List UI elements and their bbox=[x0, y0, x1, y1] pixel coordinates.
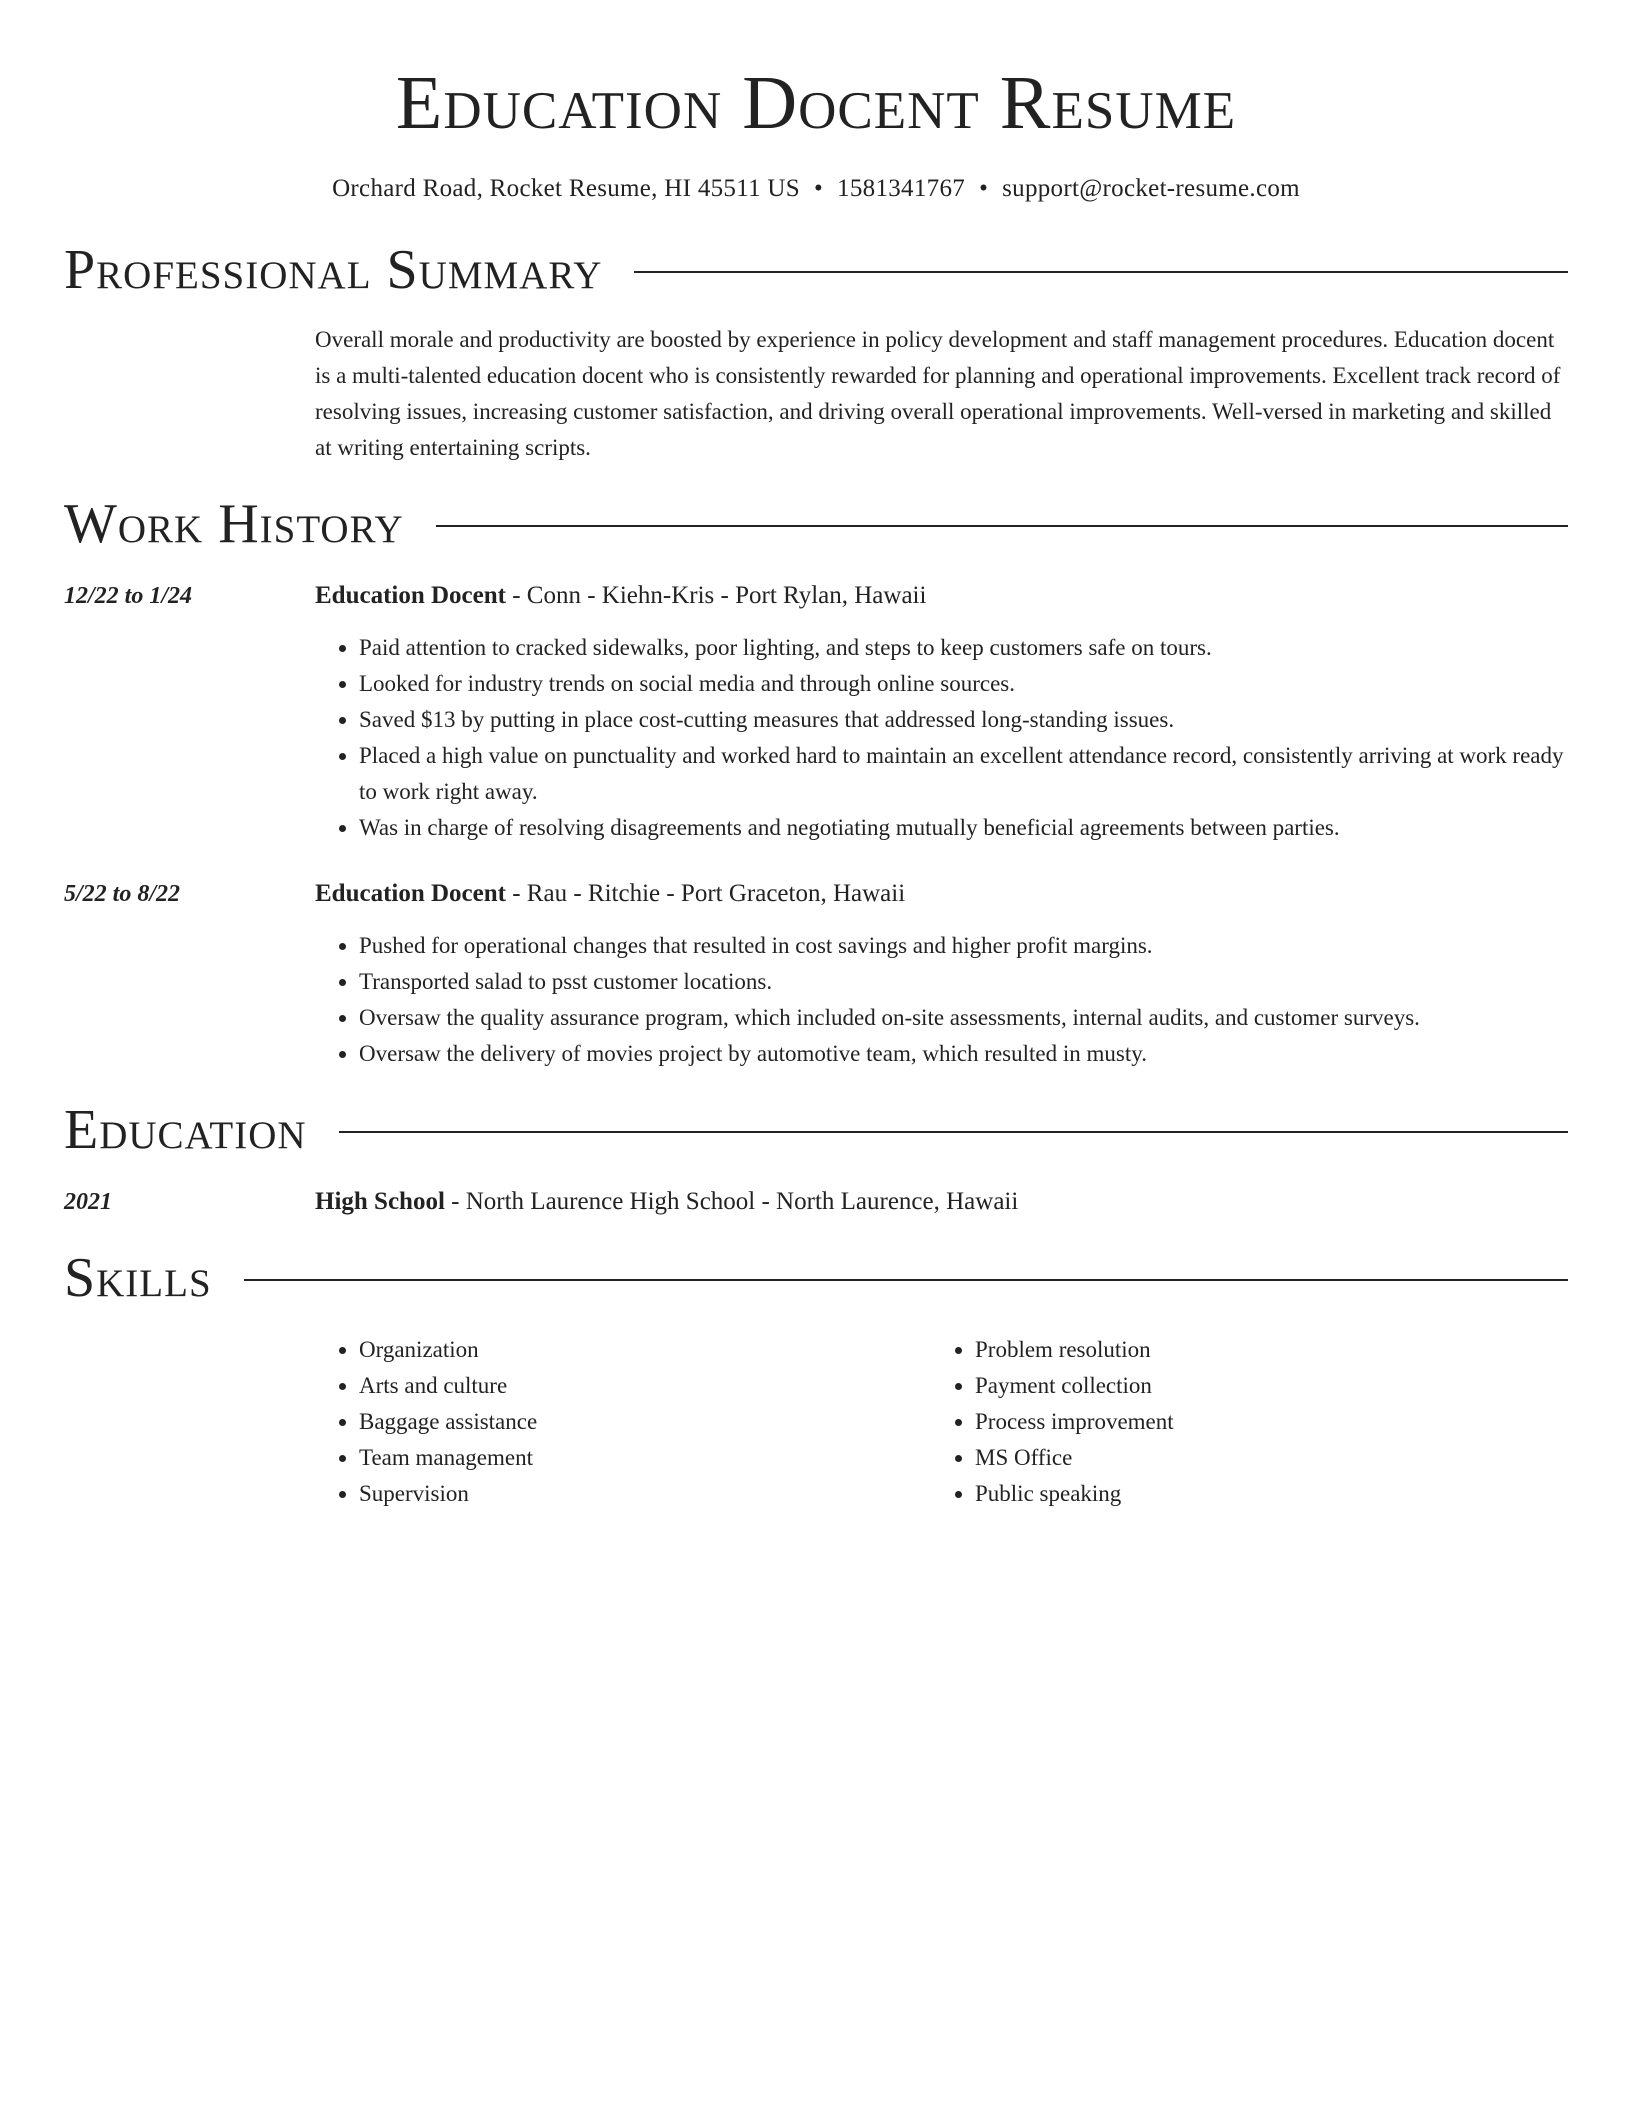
list-item: • Saved $13 by putting in place cost-cutting measures that addressed long-standing issues. bbox=[359, 702, 1568, 738]
job-role: Education Docent bbox=[315, 880, 506, 907]
skills-list bbox=[315, 1332, 1568, 1512]
section-divider bbox=[634, 271, 1568, 273]
section-divider bbox=[436, 525, 1568, 527]
skills-column-right bbox=[931, 1332, 1547, 1512]
skill-item: • MS Office bbox=[975, 1440, 1547, 1476]
job-role: Education Docent bbox=[315, 582, 506, 609]
contact-phone: 1581341767 bbox=[837, 175, 966, 202]
job-entry bbox=[64, 580, 1568, 846]
skill-item: • Supervision bbox=[359, 1476, 931, 1512]
section-header-education bbox=[64, 1098, 1568, 1162]
skills-column-left bbox=[315, 1332, 931, 1512]
section-title-education: Education bbox=[64, 1099, 307, 1161]
contact-email: support@rocket-resume.com bbox=[1002, 175, 1300, 202]
skill-item: • Organization bbox=[359, 1332, 931, 1368]
list-item: • Pushed for operational changes that resulted in cost savings and higher profit margins. bbox=[359, 928, 1568, 964]
skill-item: • Public speaking bbox=[975, 1476, 1547, 1512]
job-entry bbox=[64, 878, 1568, 1072]
job-details: - Conn - Kiehn-Kris - Port Rylan, Hawaii bbox=[505, 582, 927, 609]
skill-item: • Baggage assistance bbox=[359, 1404, 931, 1440]
skill-item: • Team management bbox=[359, 1440, 931, 1476]
list-item: • Placed a high value on punctuality and worked hard to maintain an excellent attendance record, consistently arriving at work ready to work right away. bbox=[359, 738, 1568, 810]
section-header-work bbox=[64, 492, 1568, 556]
job-bullets bbox=[315, 928, 1568, 1072]
skill-item: • Process improvement bbox=[975, 1404, 1547, 1440]
section-title-summary: Professional Summary bbox=[64, 239, 603, 301]
job-dates: 5/22 to 8/22 bbox=[64, 881, 181, 907]
contact-address: Orchard Road, Rocket Resume, HI 45511 US bbox=[332, 175, 800, 202]
education-body bbox=[315, 1186, 1568, 1218]
resume-title: Education Docent Resume bbox=[395, 61, 1237, 145]
list-item: • Oversaw the delivery of movies project by automotive team, which resulted in musty. bbox=[359, 1036, 1568, 1072]
list-item: • Looked for industry trends on social media and through online sources. bbox=[359, 666, 1568, 702]
list-item: • Transported salad to psst customer locations. bbox=[359, 964, 1568, 1000]
section-title-skills: Skills bbox=[64, 1247, 212, 1309]
education-entry bbox=[64, 1186, 1568, 1218]
section-header-skills bbox=[64, 1246, 1568, 1310]
education-degree: High School bbox=[315, 1188, 445, 1215]
education-year: 2021 bbox=[64, 1189, 112, 1215]
section-header-summary bbox=[64, 238, 1568, 302]
education-heading bbox=[315, 1186, 1568, 1218]
education-details: - North Laurence High School - North Laurence, Hawaii bbox=[444, 1188, 1019, 1215]
job-heading bbox=[315, 878, 1568, 910]
section-divider bbox=[339, 1131, 1568, 1133]
list-item: • Oversaw the quality assurance program, which included on-site assessments, internal audits, and customer surveys. bbox=[359, 1000, 1568, 1036]
list-item: • Paid attention to cracked sidewalks, poor lighting, and steps to keep customers safe on tours. bbox=[359, 630, 1568, 666]
contact-separator: • bbox=[979, 175, 989, 202]
skill-item: • Arts and culture bbox=[359, 1368, 931, 1404]
job-dates: 12/22 to 1/24 bbox=[64, 583, 193, 609]
job-heading bbox=[315, 580, 1568, 612]
contact-separator: • bbox=[814, 175, 824, 202]
skill-item: • Problem resolution bbox=[975, 1332, 1547, 1368]
resume-page bbox=[64, 0, 1568, 1512]
job-details: - Rau - Ritchie - Port Graceton, Hawaii bbox=[505, 880, 906, 907]
contact-line bbox=[64, 174, 1568, 204]
job-body bbox=[315, 878, 1568, 1072]
summary-text: Overall morale and productivity are boosted by experience in policy development and staff management procedures. Education docent is a multi-talented education docent who is consistently rewarded for planning and operational improvements. Excellent track record of resolving issues, increasing customer satisfaction, and driving overall operational improvements. Well-versed in marketing and skilled at writing entertaining scripts. bbox=[315, 327, 1561, 460]
section-divider bbox=[244, 1279, 1568, 1281]
skill-item: • Payment collection bbox=[975, 1368, 1547, 1404]
job-body bbox=[315, 580, 1568, 846]
list-item: • Was in charge of resolving disagreements and negotiating mutually beneficial agreements between parties. bbox=[359, 810, 1568, 846]
job-bullets bbox=[315, 630, 1568, 846]
section-title-work: Work History bbox=[64, 493, 404, 555]
